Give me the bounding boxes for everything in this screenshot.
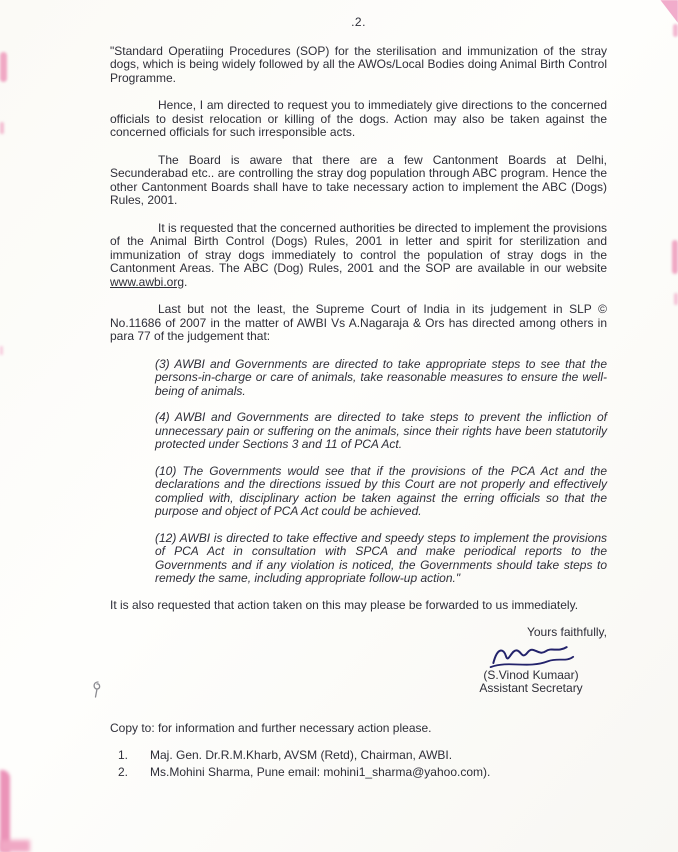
closing-request-line: It is also requested that action taken on this may please be forwarded to us immediately. [110, 597, 579, 612]
quoted-paragraph-3: (3) AWBI and Governments are directed to take appropriate steps to see that the persons-in-charge or care of animals, take reasonable measures to ensure the well-being of animals. [155, 356, 607, 398]
awbi-website-link[interactable]: www.awbi.org [110, 274, 185, 289]
signature-block [455, 626, 607, 696]
signature-title: Assistant Secretary [479, 681, 583, 695]
signature-name: (S.Vinod Kumaar) [483, 667, 579, 682]
paragraph-text-before-link: It is requested that the concerned authorities be directed to implement the provisions of the Animal Birth Control (Dogs) Rules, 2001 in letter and spirit for sterilization and immunization of stray dogs immediately to control the population of stray dogs in the Cantonment Areas. The ABC (Dog) Rules, 2001 and the SOP are available in our website [110, 220, 607, 275]
copy-item-text: Maj. Gen. Dr.R.M.Kharb, AVSM (Retd), Chairman, AWBI. [150, 748, 453, 762]
copy-to-label: Copy to: for information and further necessary action please. [110, 720, 432, 735]
copy-item-number: 2. [118, 764, 129, 779]
copy-to-list [110, 749, 607, 779]
copy-list-item [110, 766, 607, 780]
copy-item-text: Ms.Mohini Sharma, Pune email: mohini1_sharma@yahoo.com). [150, 764, 491, 779]
paragraph-text-after-link: . [184, 274, 188, 289]
page-number: .2. [351, 15, 366, 29]
scan-mark-left-edge-3 [0, 346, 3, 355]
paragraph-directions: Hence, I am directed to request you to immediately give directions to the concerned officials to desist relocation or killing of the dogs. Action may also be taken against the concerned officials for such irresponsible acts. [110, 98, 607, 139]
copy-item-number: 1. [118, 748, 129, 762]
signature-salutation: Yours faithfully, [526, 625, 607, 639]
quoted-paragraph-10: (10) The Governments would see that if the provisions of the PCA Act and the declarations and the directions issued by this Court are not properly and effectively complied with, disciplinary action be taken against the erring officials so that the purpose and object of PCA Act could be achieved. [155, 463, 607, 518]
scan-mark-left-edge-1 [0, 52, 7, 82]
scan-mark-right-edge-1 [672, 240, 678, 274]
signature-scribble [484, 638, 577, 671]
quoted-paragraph-12: (12) AWBI is directed to take effective and speedy steps to implement the provisions of PCA Act in consultation with SPCA and make periodical reports to the Governments and if any violation is noticed, the Governments should take steps to remedy the same, including appropriate follow-up action." [155, 530, 607, 585]
quoted-paragraph-4: (4) AWBI and Governments are directed to take steps to prevent the infliction of unnecessary pain or suffering on the animals, since their rights have been statutorily protected under Sections 3 and 11 of PCA Act. [155, 410, 607, 451]
paragraph-supreme-court: Last but not the least, the Supreme Court of India in its judgement in SLP © No.11686 of 2007 in the matter of AWBI Vs A.Nagaraja & Ors has directed among others in para 77 of the judgement that: [110, 302, 607, 343]
scan-mark-bottom-left-1 [0, 770, 10, 852]
copy-list-item [110, 749, 607, 763]
paragraph-sop: "Standard Operatiing Procedures (SOP) for the sterilisation and immunization of the stray dogs, which is being widely followed by all the AWOs/Local Bodies doing Animal Birth Control Programme. [110, 43, 607, 85]
paragraph-cantonment-boards: The Board is aware that there are a few Cantonment Boards at Delhi, Secunderabad etc.. are controlling the stray dog population through ABC program. Hence the other Cantonment Boards shall have to take necessary action to implement the ABC (Dogs) Rules, 2001. [110, 152, 607, 207]
pencil-mark [90, 680, 104, 700]
scan-mark-top-right-edge [673, 24, 678, 37]
scan-mark-top-right [658, 0, 678, 25]
scan-mark-right-edge-2 [674, 293, 678, 305]
scan-mark-left-edge-2 [0, 122, 4, 134]
paragraph-website [110, 222, 607, 290]
scan-mark-bottom-left-2 [0, 840, 30, 852]
